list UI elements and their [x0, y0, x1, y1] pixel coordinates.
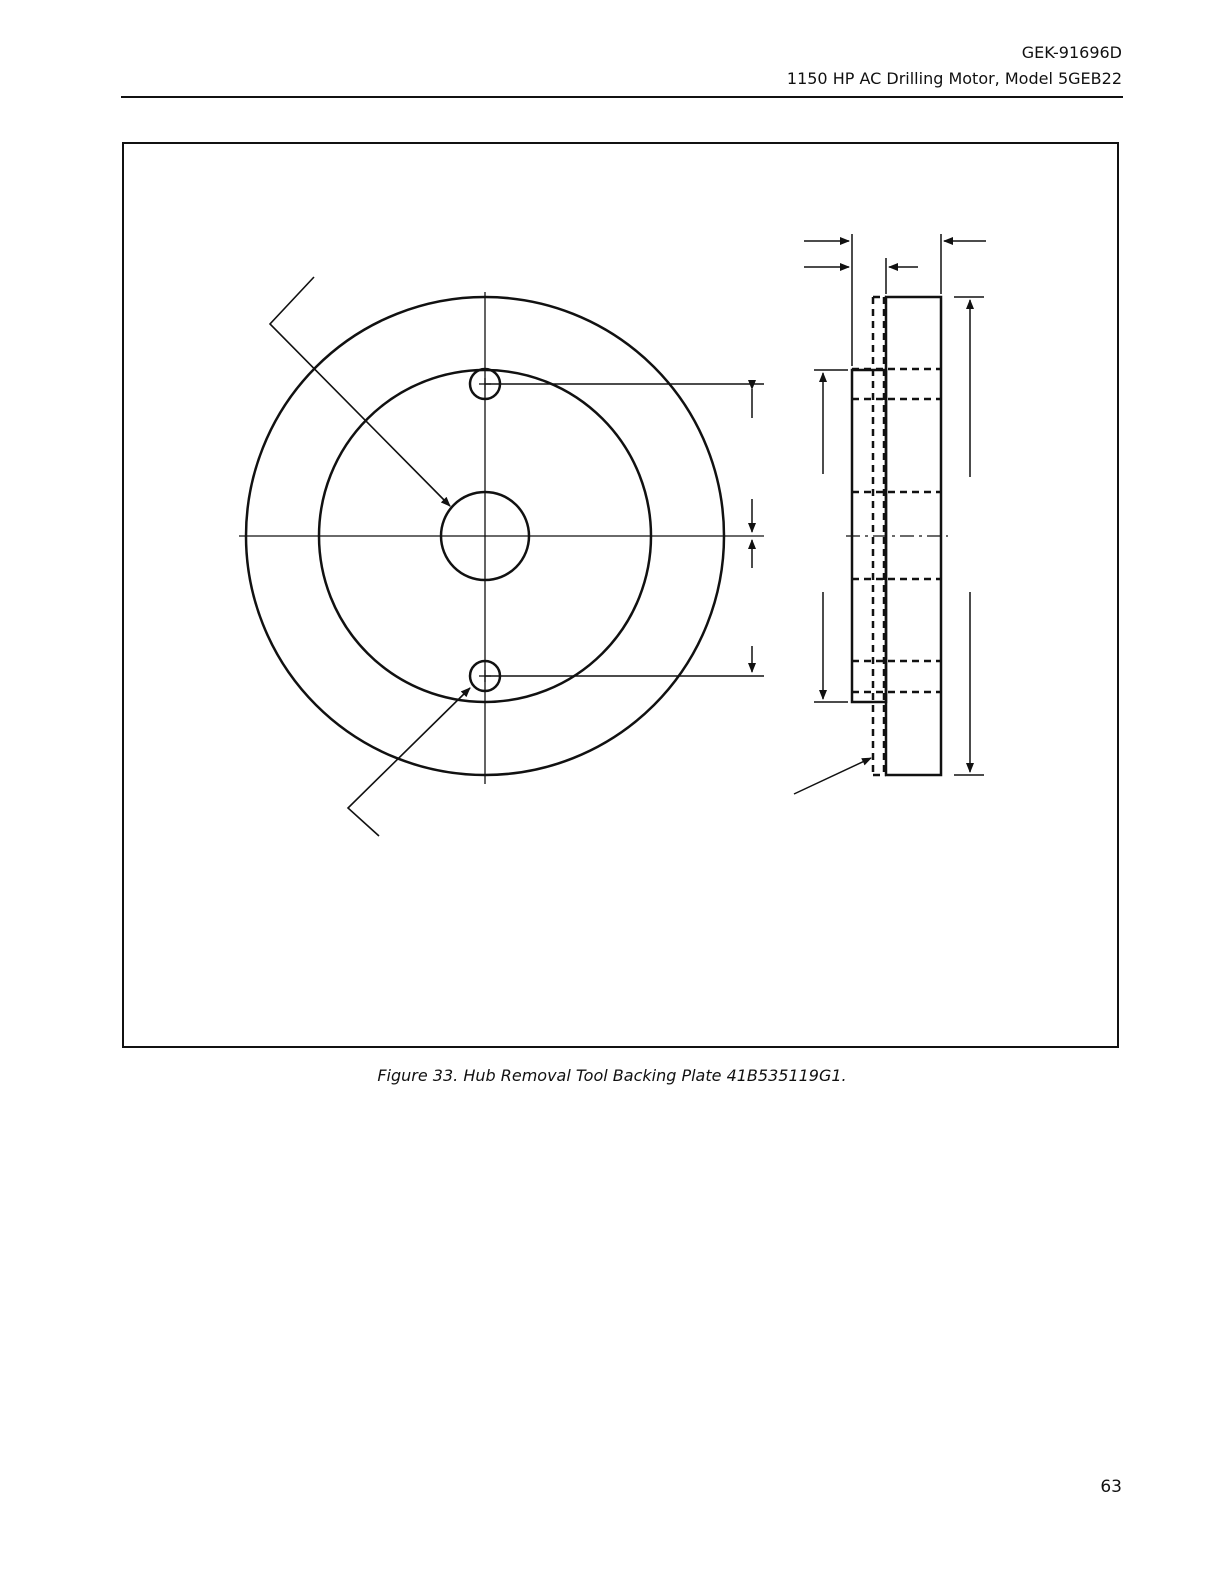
backing-plate-drawing — [124, 144, 1121, 1050]
figure-caption: Figure 33. Hub Removal Tool Backing Plate 41B535119G1. — [377, 1066, 847, 1085]
side-dimensions — [794, 234, 986, 794]
document-number: GEK-91696D — [1021, 43, 1122, 62]
leader-center-hole — [270, 277, 450, 506]
header-rule — [121, 96, 1123, 98]
front-dimensions — [485, 384, 764, 676]
page-number: 63 — [1100, 1477, 1122, 1497]
front-leaders — [270, 277, 470, 836]
page-header — [787, 40, 1122, 92]
document-title: 1150 HP AC Drilling Motor, Model 5GEB22 — [786, 69, 1122, 88]
figure-frame — [122, 142, 1119, 1048]
